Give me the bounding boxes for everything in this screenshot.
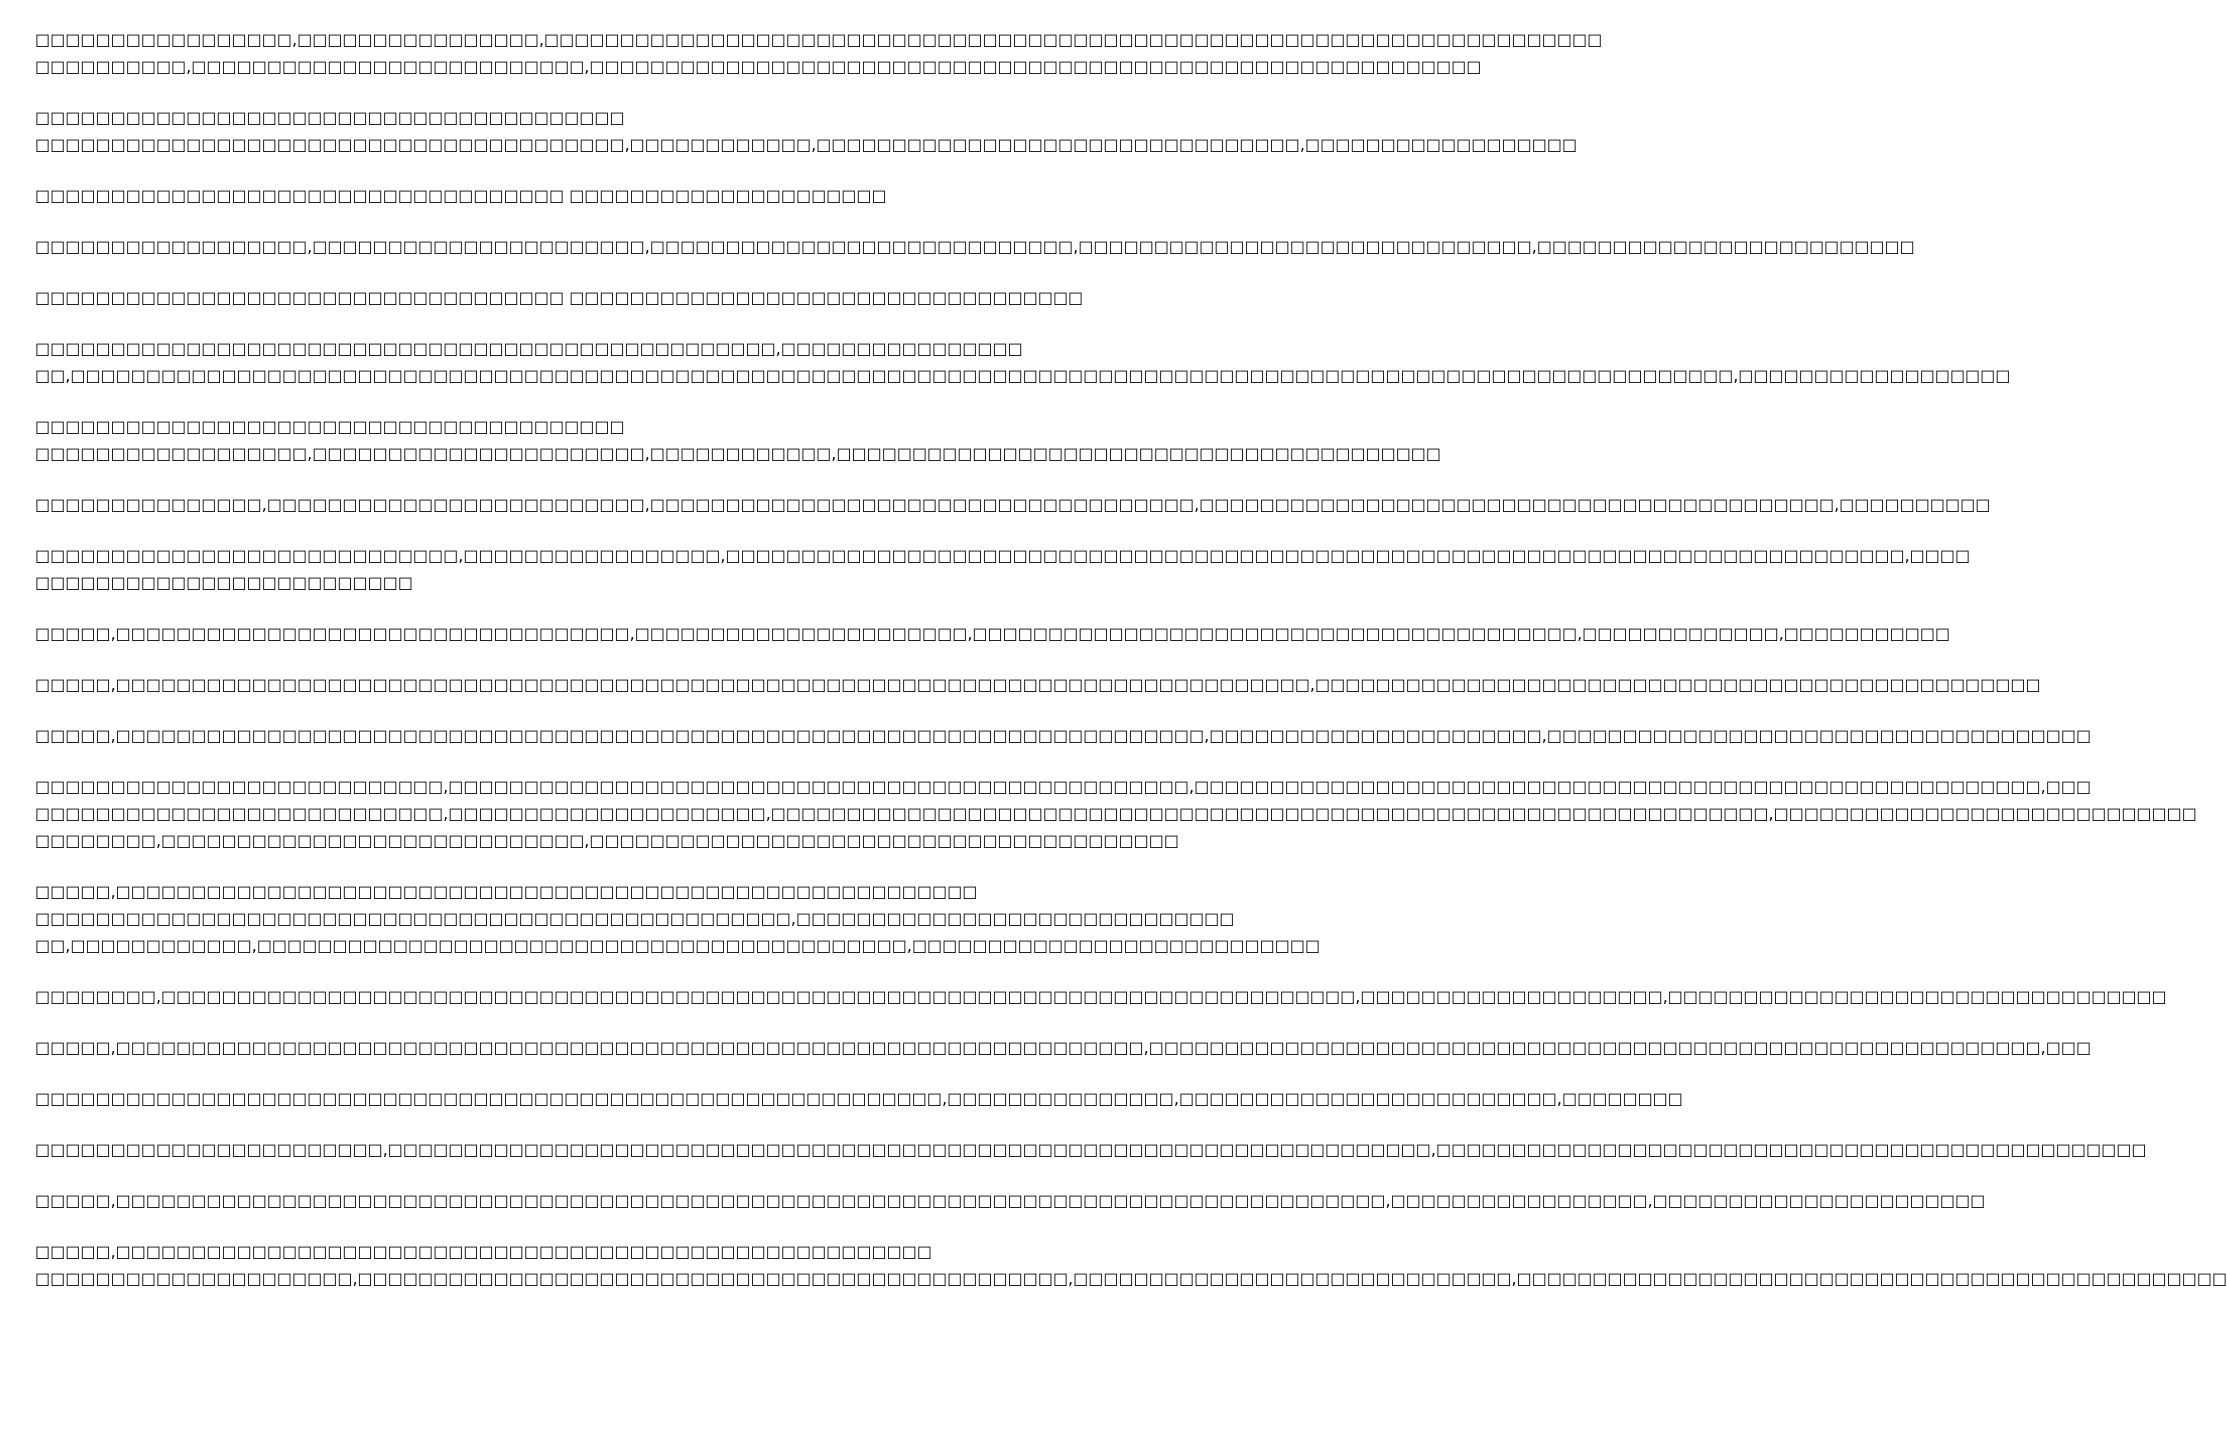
paragraph (35, 1085, 1683, 1112)
document-body (35, 26, 2227, 1316)
paragraph-line: □□,□□□□□□□□□□□□□□□□□□□□□□□□□□□□□□□□□□□□□□□□□□□□□□□□□□□□□□□□□□□□□□□□□□□□□□□□□□□□□□□□□□□□□□□□□□□□□□□□□□□□□□□□□□□□□□,□□□□□□□□□□□□□□□□□□ (35, 366, 2011, 385)
paragraph-line: □□□□□□□□,□□□□□□□□□□□□□□□□□□□□□□□□□□□□,□□□□□□□□□□□□□□□□□□□□□□□□□□□□□□□□□□□□□□□ (35, 831, 1179, 850)
paragraph-line: □□□□□□□□□□□□□□□□□□□□□□□□□□□□□□□□□□□□□□□□□□□□□□□□□,□□□□□□□□□□□□□□□□ (35, 339, 1023, 358)
paragraph (35, 620, 1951, 647)
paragraph (35, 878, 1321, 959)
paragraph-line: □□□□□□□□□□□□□□□□□□□□□□□□□□□□□□□□□□□□□□□□□□□□□□□□□□□□□□□□□□□□,□□□□□□□□□□□□□□□,□□□□□□□□□□□□□□□□□□□□□□□□□,□□□□□□□□ (35, 1089, 1683, 1108)
paragraph (35, 233, 1915, 260)
paragraph-line: □□□□□□□□□□,□□□□□□□□□□□□□□□□□□□□□□□□□□,□□□□□□□□□□□□□□□□□□□□□□□□□□□□□□□□□□□□□□□□□□□□□□□□□□□□□□□□□□□ (35, 57, 1482, 76)
paragraph-line: □□□□□,□□□□□□□□□□□□□□□□□□□□□□□□□□□□□□□□□□□□□□□□□□□□□□□□□□□□□□ (35, 1242, 932, 1261)
paragraph-line: □□□□□□□□□□□□□□□□□,□□□□□□□□□□□□□□□□,□□□□□□□□□□□□□□□□□□□□□□□□□□□□□□□□□□□□□□□□□□□□□□□□□□□□□□□□□□□□□□□□□□□□□□ (35, 30, 1603, 49)
paragraph (35, 773, 2197, 854)
paragraph-line: □□□□□□□□□□□□□□□□□□□□□□□□□□□□□□□□□□□□□□□,□□□□□□□□□□□□,□□□□□□□□□□□□□□□□□□□□□□□□□□□□□□□□,□□□□□□□□□□□□□□□□□□ (35, 135, 1578, 154)
paragraph (35, 1136, 2147, 1163)
paragraph (35, 1034, 2092, 1061)
paragraph-line: □□□□□□□□□□□□□□□□□□□□□□□□□ (35, 573, 413, 592)
paragraph-line: □□□□□□□□□□□□□□□□□□□□□□□□□□□□□□□□□□□□□□□ (35, 417, 625, 436)
paragraph-line: □□□□□□□□□□□□□□□□□□□□□,□□□□□□□□□□□□□□□□□□□□□□□□□□□□□□□□□□□□□□□□□□□□□□□,□□□□□□□□□□□□□□□□□□□□□□□□□□□□□,□□□□□□□□□□□□□□□□□□□□□□□□□□□□□□□□□□□□□□□□□□□□□□□ (35, 1269, 2227, 1288)
paragraph-line: □□□□□□□□□□□□□□□□□□□□□□□□□□□□□□□□□□□ □□□□□□□□□□□□□□□□□□□□□□□□□□□□□□□□□□ (35, 288, 1084, 307)
paragraph (35, 722, 2092, 749)
paragraph (35, 1238, 2227, 1292)
paragraph-line: □□□□□□□□□□□□□□□□□□□□□□□,□□□□□□□□□□□□□□□□□□□□□□□□□□□□□□□□□□□□□□□□□□□□□□□□□□□□□□□□□□□□□□□□□□□□□,□□□□□□□□□□□□□□□□□□□□□□□□□□□□□□□□□□□□□□□□□□□□□□□ (35, 1140, 2147, 1159)
paragraph-line: □□□□□,□□□□□□□□□□□□□□□□□□□□□□□□□□□□□□□□□□□□□□□□□□□□□□□□□□□□□□□□□□□□□□□□□□□□,□□□□□□□□□□□□□□□□□□□□□□□□□□□□□□□□□□□□□□□□□□□□□□□□□□□□□□□□□□□,□□□ (35, 1038, 2092, 1057)
paragraph-line: □□□□□,□□□□□□□□□□□□□□□□□□□□□□□□□□□□□□□□□□□□□□□□□□□□□□□□□□□□□□□□□□□□□□□□□□□□□□□□,□□□□□□□□□□□□□□□□□□□□□□,□□□□□□□□□□□□□□□□□□□□□□□□□□□□□□□□□□□□ (35, 726, 2092, 745)
paragraph (35, 26, 1603, 80)
paragraph (35, 542, 1971, 596)
paragraph (35, 335, 2011, 389)
paragraph-line: □□□□□,□□□□□□□□□□□□□□□□□□□□□□□□□□□□□□□□□□□□□□□□□□□□□□□□□□□□□□□□□ (35, 882, 978, 901)
paragraph-line: □□□□□,□□□□□□□□□□□□□□□□□□□□□□□□□□□□□□□□□□□□□□□□□□□□□□□□□□□□□□□□□□□□□□□□□□□□□□□□□□□□□□□□□□□□,□□□□□□□□□□□□□□□□□,□□□□□□□□□□□□□□□□□□□□□□ (35, 1191, 1986, 1210)
paragraph-line: □□□□□□□□□□□□□□□□□□,□□□□□□□□□□□□□□□□□□□□□□,□□□□□□□□□□□□□□□□□□□□□□□□□□□□,□□□□□□□□□□□□□□□□□□□□□□□□□□□□□□,□□□□□□□□□□□□□□□□□□□□□□□□□ (35, 237, 1915, 256)
paragraph (35, 491, 1991, 518)
paragraph (35, 413, 1442, 467)
paragraph (35, 284, 1084, 311)
paragraph-line: □□□□□□□□□□□□□□□□□□□□□□□□□□□□□□□□□□□□□□□ (35, 108, 625, 127)
paragraph (35, 182, 990, 209)
paragraph-line: □□,□□□□□□□□□□□□,□□□□□□□□□□□□□□□□□□□□□□□□□□□□□□□□□□□□□□□□□□□,□□□□□□□□□□□□□□□□□□□□□□□□□□□ (35, 936, 1321, 955)
paragraph-line: □□□□□□□□□□□□□□□□□□□□□□□□□□□,□□□□□□□□□□□□□□□□□□□□□,□□□□□□□□□□□□□□□□□□□□□□□□□□□□□□□□□□□□□□□□□□□□□□□□□□□□□□□□□□□□□□□□□□,□□□□□□□□□□□□□□□□□□□□□□□□□□□□ (35, 804, 2197, 823)
paragraph (35, 104, 1578, 158)
paragraph-line: □□□□□□□□□□□□□□□□□□,□□□□□□□□□□□□□□□□□□□□□□,□□□□□□□□□□□□,□□□□□□□□□□□□□□□□□□□□□□□□□□□□□□□□□□□□□□□□ (35, 444, 1442, 463)
paragraph (35, 983, 2167, 1010)
paragraph-line: □□□□□□□□□□□□□□□□□□□□□□□□□□□,□□□□□□□□□□□□□□□□□□□□□□□□□□□□□□□□□□□□□□□□□□□□□□□□□,□□□□□□□□□□□□□□□□□□□□□□□□□□□□□□□□□□□□□□□□□□□□□□□□□□□□□□□□,□□□ (35, 777, 2092, 796)
paragraph-line: □□□□□,□□□□□□□□□□□□□□□□□□□□□□□□□□□□□□□□□□□□□□□□□□□□□□□□□□□□□□□□□□□□□□□□□□□□□□□□□□□□□□□,□□□□□□□□□□□□□□□□□□□□□□□□□□□□□□□□□□□□□□□□□□□□□□□□ (35, 675, 2041, 694)
paragraph-line: □□□□□□□□□□□□□□□□□□□□□□□□□□□□□□□□□□□□□□□□□□□□□□□□□□,□□□□□□□□□□□□□□□□□□□□□□□□□□□□□ (35, 909, 1235, 928)
paragraph-line: □□□□□□□□□□□□□□□,□□□□□□□□□□□□□□□□□□□□□□□□□,□□□□□□□□□□□□□□□□□□□□□□□□□□□□□□□□□□□□,□□□□□□□□□□□□□□□□□□□□□□□□□□□□□□□□□□□□□□□□□□,□□□□□□□□□□ (35, 495, 1991, 514)
paragraph-line: □□□□□,□□□□□□□□□□□□□□□□□□□□□□□□□□□□□□□□□□,□□□□□□□□□□□□□□□□□□□□□□,□□□□□□□□□□□□□□□□□□□□□□□□□□□□□□□□□□□□□□□□,□□□□□□□□□□□□□,□□□□□□□□□□□ (35, 624, 1951, 643)
paragraph (35, 1187, 1986, 1214)
paragraph-line: □□□□□□□□□□□□□□□□□□□□□□□□□□□□□□□□□□□ □□□□□□□□□□□□□□□□□□□□□ (35, 186, 887, 205)
paragraph-line: □□□□□□□□□□□□□□□□□□□□□□□□□□□□,□□□□□□□□□□□□□□□□□,□□□□□□□□□□□□□□□□□□□□□□□□□□□□□□□□□□□□□□□□□□□□□□□□□□□□□□□□□□□□□□□□□□□□□□□□□□□□□□,□□□□ (35, 546, 1971, 565)
paragraph-line: □□□□□□□□,□□□□□□□□□□□□□□□□□□□□□□□□□□□□□□□□□□□□□□□□□□□□□□□□□□□□□□□□□□□□□□□□□□□□□□□□□□□□□□□,□□□□□□□□□□□□□□□□□□□□,□□□□□□□□□□□□□□□□□□□□□□□□□□□□□□□□□ (35, 987, 2167, 1006)
paragraph (35, 671, 2041, 698)
